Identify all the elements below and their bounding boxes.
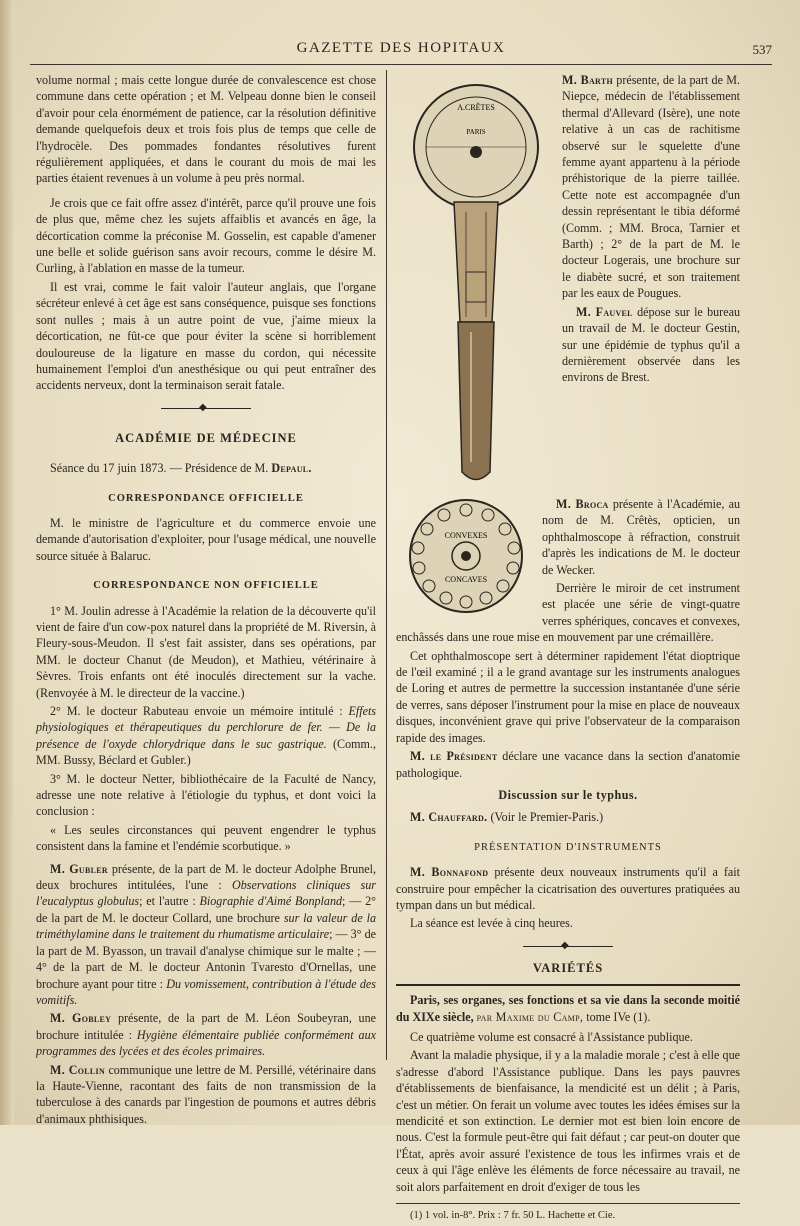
- speaker-name: M. Fauvel: [576, 304, 633, 319]
- text: (Comm., MM. Bussy, Béclard et Gubler.): [36, 736, 376, 768]
- quote: « Les seules circonstances qui peuvent engendrer le typhus consistent dans la famine et l'endémie scorbutique. »: [36, 822, 376, 854]
- page-header: [30, 40, 772, 62]
- paragraph: [36, 861, 376, 1009]
- text: dépose sur le bureau un travail de M. le docteur Gestin, sur une épidémie de typhus qu'il a dernièrement observée dans les environs de Brest.: [562, 304, 740, 385]
- convexes-label: CONVEXES: [444, 531, 488, 540]
- work-title: Du vomissement, contribution à l'étude des vomitifs.: [36, 976, 376, 1007]
- text: ; et l'autre :: [139, 894, 196, 909]
- lens-wheel-drawing: [396, 496, 536, 616]
- section-heading-academie: ACADÉMIE DE MÉDECINE: [115, 430, 297, 445]
- paragraph: [396, 809, 740, 825]
- heavy-rule: [396, 984, 740, 986]
- paragraph: Ce quatrième volume est consacré à l'Assistance publique.: [410, 1029, 693, 1044]
- paragraph: [396, 748, 740, 781]
- paragraph: Cet ophthalmoscope sert à déterminer rapidement l'état dioptrique de l'œil examiné ; il a le grand avantage sur les instruments analogues de Loring et autres de permettre la succession instantanée d'une série de verres, sans déposer l'instrument pour la mise en place de nouveaux disques, inconvénient grave qui prive l'observateur de la comparaison rapide des images.: [396, 648, 740, 745]
- text: ; — 3° de la part de M. Byasson, un travail d'analyse chimique sur le malte ; — 4° de la part de M. le docteur Antonin Tvaresto d'Ornellas, une brochure ayant pour titre :: [36, 927, 376, 991]
- work-title: Paris, ses organes, ses fonctions et sa vie dans la seconde moitié du XIXe siècle,: [396, 993, 740, 1024]
- concaves-label: CONCAVES: [444, 575, 488, 584]
- paragraph: [396, 864, 740, 913]
- work-title: Effets physiologiques et thérapeutiques du perchlorure de fer. — De la présence de l'oxyde chlorydrique dans le suc gastrique.: [36, 704, 377, 751]
- speaker-name: M. Gobley: [50, 1011, 112, 1026]
- text: présente, de la part de M. Léon Soubeyran, une brochure intitulée :: [36, 1011, 376, 1042]
- ornament-separator: [161, 404, 251, 412]
- speaker-name: M. Barth: [562, 73, 613, 87]
- heading-correspondance-officielle: CORRESPONDANCE OFFICIELLE: [108, 492, 304, 504]
- paragraph: 1° M. Joulin adresse à l'Académie la relation de la découverte qu'il vient de faire d'un cow-pox naturel dans la propriété de M. Riversin, à Fleury-sous-Meudon. Il s'est fait assister, dans ses opérations, par MM. le docteur Chanut (de Meudon), et Mathieu, vétérinaire à Sèvres. Trois enfants ont été inoculés directement sur la vache. (Renvoyée à M. le directeur de la vaccine.): [36, 603, 376, 700]
- article-title: [396, 992, 740, 1025]
- ophthalmoscope-drawing: [396, 72, 556, 492]
- page-edge: [0, 0, 14, 1125]
- journal-title: GAZETTE DES HOPITAUX: [296, 40, 506, 56]
- paragraph: Avant la maladie physique, il y a la maladie morale ; c'est à elle que s'adresse d'abord l'Assistance publique. Dans les pays pauvres d'établissements de bienfaisance, la mendicité est un délit ; à Paris, c'est un métier. On ferait un volume avec toutes les idées émises sur la mendicité et son extinction. Le dernier mot est bien loin encore de nous. C'est la formule peut-être qui fait défaut ; car peut-on douter que l'État, après avoir assuré l'existence de tous les infirmes vrais et de ceux à qui l'âge enlève les éléments de force nécessaire au travail, ne soit alors parfaitement en droit d'exiger de tous les: [396, 1048, 740, 1194]
- section-heading-varietes: VARIÉTÉS: [532, 960, 604, 975]
- seance-line: [36, 460, 376, 476]
- text: déclare une vacance dans la section d'anatomie pathologique.: [396, 749, 740, 780]
- text: tome IVe (1).: [586, 1009, 651, 1024]
- text: présente à l'Académie, au nom de M. Crêtès, opticien, un ophthalmoscope à réfraction, construit d'après les indications de M. le docteur de Wecker.: [542, 497, 741, 577]
- work-title: Observations cliniques sur l'eucalyptus globulus: [36, 878, 377, 909]
- text: présente, de la part de M. le docteur Adolphe Brunel, deux brochures intitulées, l'une :: [36, 861, 377, 893]
- text: (Voir le Premier-Paris.): [490, 810, 604, 825]
- footnote: (1) 1 vol. in-8°. Prix : 7 fr. 50 L. Hachette et Cie.: [410, 1210, 616, 1222]
- ophthalmoscope-illustration: [396, 72, 556, 492]
- text: présente deux nouveaux instruments qu'il a fait construire pour empêcher la cicatrisation des ouvertures pratiquées au tympan dans un but médical.: [396, 865, 740, 912]
- work-title: Biographie d'Aimé Bonpland: [199, 894, 343, 909]
- work-title: sur la valeur de la triméthylamine dans le traitement du rhumatisme articulaire: [36, 910, 376, 942]
- text: 2° M. le docteur Rabuteau envoie un mémoire intitulé :: [50, 704, 343, 718]
- paragraph: Derrière le miroir de cet instrument est placée une série de vingt-quatre verres sphériques, concaves et convexes, enchâssés dans une roue mise en mouvement par une crémaillère.: [396, 581, 740, 645]
- heading-correspondance-non-officielle: CORRESPONDANCE NON OFFICIELLE: [93, 580, 319, 592]
- text: présente, de la part de M. Niepce, médecin de l'établissement thermal d'Allevard (Isère), une note relative à un cas de rachitisme observé sur le squelette d'une femme ayant appartenu à la période préhistorique de la pierre taillée. Cette note est accompagnée d'un dessin représentant le tibia déformé (Comm. ; MM. Broca, Tarnier et Barth) ; 2° de la part de M. le docteur Logerais, une brochure sur le diabète sucré, et son traitement par les eaux de Pougues.: [562, 73, 740, 301]
- ornament-separator: [523, 942, 613, 950]
- header-rule: [30, 64, 772, 65]
- speaker-name: M. Bonnafond: [410, 865, 489, 880]
- speaker-name: M. Collin: [50, 1062, 106, 1077]
- seance-text: Séance du 17 juin 1873. — Présidence de M.: [50, 461, 269, 476]
- paragraph: volume normal ; mais cette longue durée de convalescence est chose commune dans cette opération ; et M. Velpeau donne bien le conseil d'avoir pour cela énormément de patience, car la résolution définitive demande quelquefois deux et trois fois plus de temps que celle de l'hydrocèle. Des pommades fondantes résolutives furent régulièrement appliquées, et dans le courant du mois de mai les parties étaient revenues à un volume à peu près normal.: [36, 73, 376, 186]
- seance-president: Depaul.: [271, 461, 312, 476]
- work-title: Hygiène élémentaire publiée conformément aux programmes des lycées et des écoles primaires.: [36, 1027, 377, 1059]
- speaker-name: M. Broca: [556, 497, 609, 511]
- heading-presentation-instruments: PRÉSENTATION D'INSTRUMENTS: [474, 841, 662, 853]
- paragraph: La séance est levée à cinq heures.: [410, 916, 573, 931]
- paragraph: Il est vrai, comme le fait valoir l'auteur anglais, que l'organe sécréteur enlevé à cet âge est sans conséquence, puisque ses fonctions sont nulles ; mais à un autre point de vue, j'aime mieux la décortication, ne fût-ce que pour éviter la scène si horriblement douloureuse de la ligature en masse du cordon, qui nécessite humainement l'emploi d'un anesthésique ou qui peut entraîner des accidents nerveux, dont la terminaison serait fatale.: [36, 279, 376, 393]
- speaker-name: M. le Président: [410, 749, 498, 764]
- city-label: PARIS: [466, 128, 486, 136]
- speaker-name: M. Chauffard.: [410, 810, 488, 825]
- speaker-name: M. Gubler: [50, 861, 108, 876]
- text: ; — 2° de la part de M. le docteur Collard, une brochure: [36, 894, 376, 925]
- paragraph: [36, 1010, 376, 1059]
- maker-label: A.CRÊTES: [457, 103, 495, 112]
- discussion-heading: Discussion sur le typhus.: [498, 787, 638, 802]
- right-column: [396, 72, 740, 1226]
- paragraph: Je crois que ce fait offre assez d'intérêt, parce qu'il prouve une fois de plus que, même chez les sujets affaiblis et avancés en âge, la décortication comme la préconise M. Gosselin, est capable d'amener une belle et solide guérison sans avoir recours, comme le désire M. Curling, à l'ablation en masse de la tumeur.: [36, 195, 376, 276]
- paragraph: 3° M. le docteur Netter, bibliothécaire de la Faculté de Nancy, adresse une note relative à l'étiologie du typhus, et dont voici la conclusion :: [36, 771, 376, 819]
- text: communique une lettre de M. Persillé, vétérinaire dans la Haute-Vienne, racontant des faits de non transmission de la tuberculose à des canards par l'ingestion de poumons et autres débris d'animaux phthisiques.: [36, 1062, 376, 1126]
- column-divider: [386, 70, 387, 1060]
- left-column: [36, 72, 376, 1129]
- page-number: 537: [752, 42, 772, 57]
- paragraph: [36, 703, 376, 769]
- lens-wheel-illustration: [396, 496, 536, 616]
- author-name: par Maxime du Camp,: [476, 1009, 584, 1024]
- footnote-rule: [396, 1203, 740, 1204]
- paragraph: M. le ministre de l'agriculture et du commerce envoie une demande d'autorisation d'exploiter, pour l'usage médical, une nouvelle source située à Balaruc.: [36, 515, 376, 563]
- paragraph: [36, 1062, 376, 1128]
